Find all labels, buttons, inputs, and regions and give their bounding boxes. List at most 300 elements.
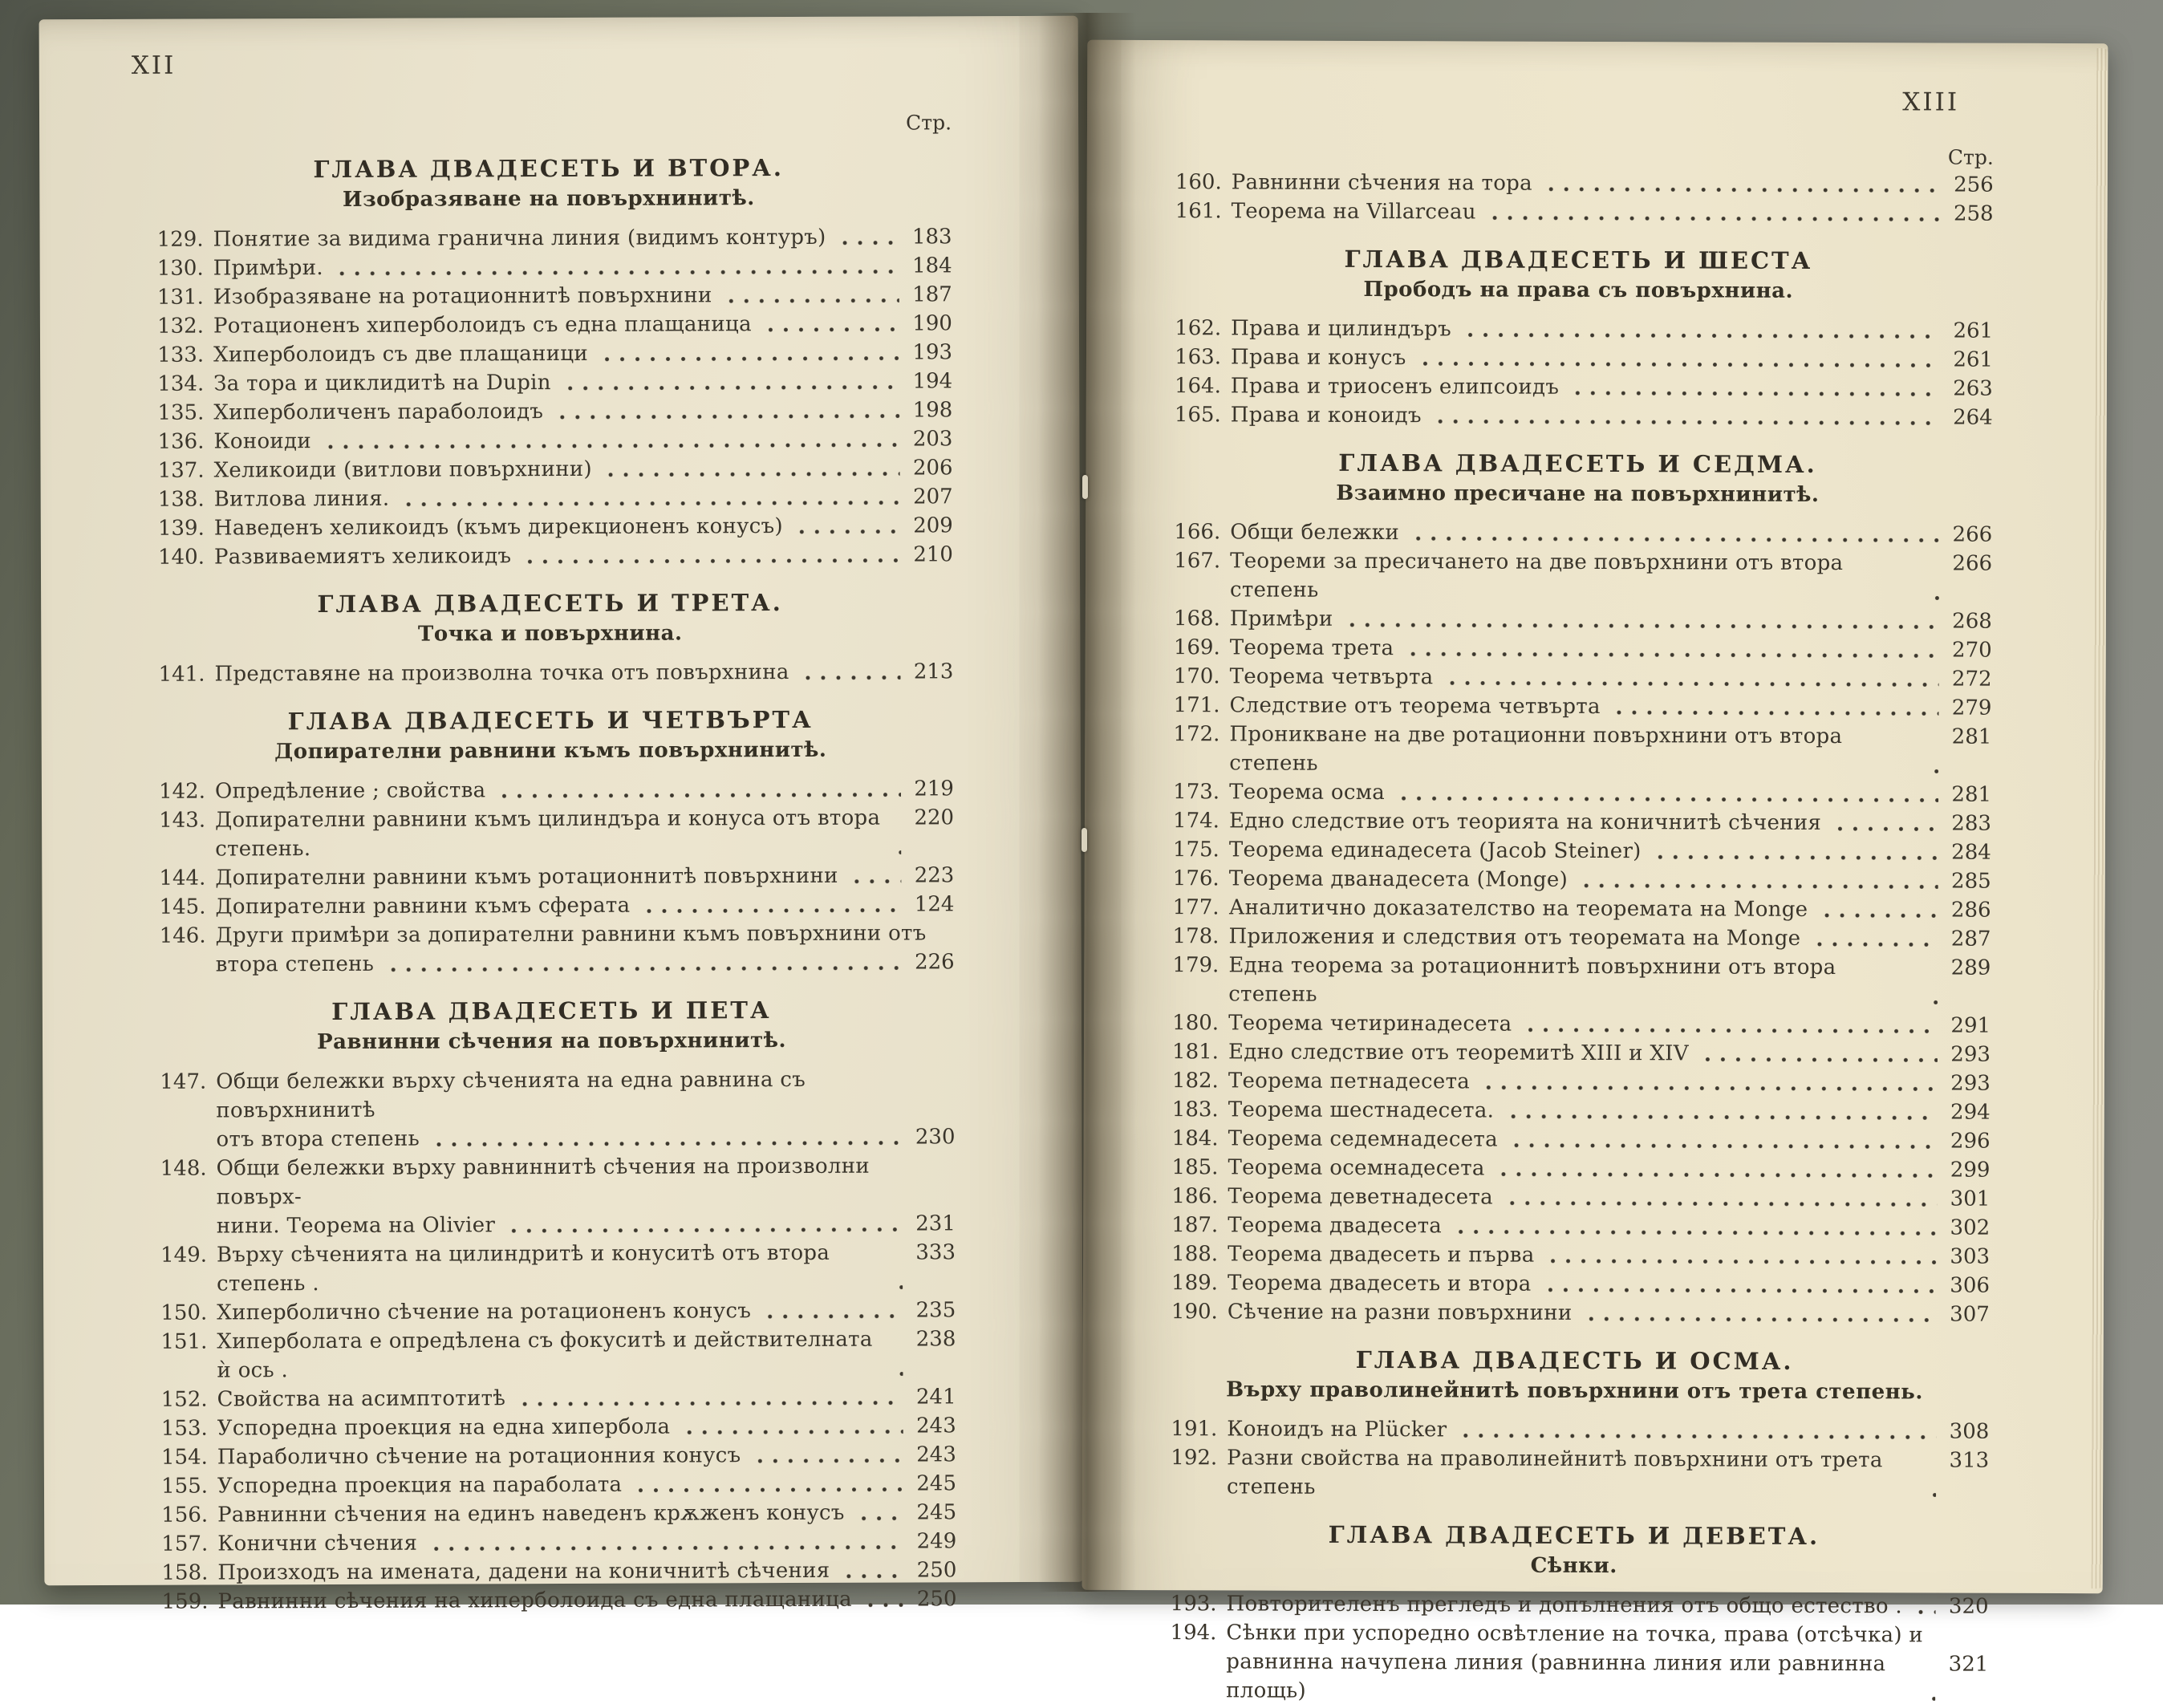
entry-line [213, 280, 952, 311]
entry-page-number: 293 [1950, 1071, 1991, 1096]
entry-number: 129. [156, 227, 204, 252]
entry-body [1229, 864, 1991, 895]
dot-leader [1403, 651, 1938, 659]
entry-body [213, 309, 952, 340]
entry-page-number: 263 [1953, 376, 1993, 401]
toc-entry [1163, 633, 1992, 665]
entry-title: Една теорема за ротационнитѣ повърхнини отъ втора степень [1228, 953, 1844, 1007]
toc-entry [1161, 1095, 1991, 1127]
entry-title: Приложения и следствия отъ теоремата на Monge [1228, 924, 1801, 951]
entry-number: 165. [1174, 403, 1221, 428]
entry-page-number: 291 [1950, 1013, 1991, 1038]
entry-line [217, 1238, 956, 1298]
entry-body [216, 1065, 955, 1154]
chapter-subheading: Прободъ на права съ повърхнина. [1363, 277, 1794, 303]
entry-title: Коноиди [213, 429, 312, 454]
entry-title: Допирателни равнини къмъ сферата [215, 893, 631, 919]
chapter-heading: ГЛАВА ДВАДЕСЕТЬ И ДЕВЕТА. [1328, 1520, 1820, 1550]
entry-body [213, 338, 952, 369]
entry-number: 132. [156, 314, 204, 339]
entry-number: 181. [1172, 1040, 1219, 1065]
entry-page-number: 270 [1952, 638, 1992, 663]
toc-entry [1159, 1414, 1989, 1446]
toc-entry [1163, 314, 1993, 346]
entry-number: 154. [160, 1445, 208, 1470]
entry-title: Едно следствие отъ теоремитѣ XIII и XIV [1228, 1040, 1689, 1066]
toc-entry [148, 803, 954, 864]
toc-entry [146, 280, 952, 312]
entry-line [213, 424, 952, 456]
entry-number: 141. [158, 662, 205, 687]
entry-page-number: 243 [916, 1414, 956, 1438]
entry-number: 131. [156, 285, 204, 310]
entry-list [1163, 314, 1993, 432]
entry-number: 160. [1175, 170, 1222, 195]
entry-number: 142. [159, 779, 206, 804]
entry-title: Теорема четиринадесета [1228, 1011, 1512, 1037]
entry-number: 167. [1174, 549, 1221, 574]
entry-page-number: 124 [914, 892, 955, 917]
entry-title: Теореми за пресичането на две повърхнини отъ втора степень [1229, 549, 1850, 602]
entry-number: 130. [156, 256, 204, 281]
entry-body [1229, 835, 1991, 866]
entry-body [1228, 1297, 1990, 1329]
dot-leader [1486, 215, 1941, 223]
entry-line [217, 1411, 956, 1442]
entry-number: 137. [157, 458, 205, 483]
dot-leader [722, 298, 899, 305]
dot-leader [793, 529, 900, 535]
entry-page-number: 220 [914, 805, 955, 830]
entry-number: 134. [157, 371, 205, 396]
entry-title: Представяне на произволна точка отъ повърхнина [214, 660, 789, 687]
entry-body [1228, 1124, 1991, 1155]
entry-title: Права и конусъ [1230, 345, 1406, 371]
entry-title: Други примѣри за допирателни равнини къмъ повърхнини отъ [215, 921, 927, 948]
entry-page-number: 272 [1951, 667, 1992, 692]
entry-title: втора степень [215, 951, 375, 977]
dot-leader [799, 675, 901, 681]
entry-title: Успоредна проекция на една хипербола [217, 1414, 671, 1441]
entry-line [217, 1325, 956, 1385]
dot-leader [1504, 1114, 1937, 1122]
entry-title: Права и триосенъ елипсоидъ [1230, 374, 1560, 400]
toc-entry [146, 309, 952, 341]
entry-number: 193. [1170, 1592, 1217, 1617]
chapter-subheading: Върху праволинейнитѣ повърхнини отъ трета степень. [1226, 1377, 1923, 1405]
entry-page-number: 261 [1953, 347, 1994, 372]
entry-title: Аналитично доказателство на теоремата на Monge [1228, 895, 1808, 922]
chapter-subheading: Допирателни равнини къмъ повърхнинитѣ. [274, 737, 827, 765]
entry-line [1226, 1647, 1988, 1707]
dot-leader [1542, 186, 1941, 194]
entry-line [217, 1440, 956, 1471]
dot-leader [602, 471, 900, 478]
entry-line [1228, 1268, 1990, 1300]
entry-page-number: 320 [1948, 1594, 1989, 1619]
entry-page-number: 223 [914, 863, 955, 888]
dot-leader [1394, 795, 1938, 803]
toc-entry [146, 424, 952, 456]
entry-page-number: 256 [1954, 172, 1994, 197]
dot-leader [1912, 1609, 1936, 1615]
toc-entry [1163, 662, 1992, 694]
dot-leader [598, 355, 899, 363]
entry-line [1232, 168, 1994, 199]
entry-list [1160, 517, 1993, 1329]
entry-body [1231, 400, 1993, 432]
entry-line [1227, 1414, 1989, 1446]
entry-title: Теорема единадесета (Jacob Steiner) [1228, 838, 1642, 864]
toc-entry [148, 919, 955, 980]
entry-body [1228, 1153, 1990, 1184]
entry-line [1229, 720, 1991, 780]
toc-entry [1162, 835, 1991, 867]
entry-title: Успоредна проекция на параболата [217, 1472, 623, 1499]
toc-entry [146, 396, 952, 428]
dot-leader [553, 413, 899, 421]
entry-page-number: 279 [1951, 696, 1992, 720]
left-page-content [39, 16, 1084, 1617]
entry-body [213, 424, 952, 456]
right-page-content [1082, 40, 2108, 1708]
entry-number: 172. [1173, 722, 1220, 747]
entry-page-number: 321 [1948, 1652, 1989, 1677]
toc-entry [1160, 1153, 1990, 1185]
entry-list [145, 222, 953, 572]
entry-line [1229, 864, 1991, 895]
entry-body [1228, 1268, 1990, 1300]
entry-page-number: 194 [912, 369, 953, 394]
dot-leader [495, 792, 901, 800]
entry-line [213, 396, 952, 427]
entry-line [1230, 604, 1992, 635]
toc-section [148, 705, 955, 980]
entry-number: 159. [161, 1589, 209, 1614]
dot-leader [761, 1313, 903, 1321]
entry-page-number: 281 [1951, 782, 1992, 807]
entry-list [1164, 168, 1994, 229]
entry-body [1230, 633, 1992, 664]
entry-page-number: 286 [1950, 898, 1991, 923]
dot-leader [505, 1227, 903, 1235]
entry-page-number: 301 [1950, 1187, 1991, 1211]
entry-body [214, 540, 953, 571]
entry-line [214, 657, 953, 688]
entry-number: 152. [160, 1387, 208, 1412]
dot-leader [1544, 1258, 1938, 1266]
toc-entry [1161, 1008, 1991, 1041]
entry-body [1230, 517, 1992, 549]
right-toc-sections [1159, 168, 1994, 1708]
entry-list [148, 774, 955, 980]
toc-section [145, 153, 953, 572]
toc-entry [150, 1411, 956, 1443]
entry-title: Сѣнки при успоредно освѣтление на точка, права (отсѣчка) и [1226, 1621, 1924, 1648]
toc-entry [1160, 1239, 1990, 1272]
toc-entry [1163, 604, 1992, 636]
dot-leader [427, 1544, 903, 1552]
entry-number: 144. [159, 866, 206, 891]
entry-number: 171. [1173, 693, 1220, 718]
entry-line [216, 1122, 955, 1154]
dot-leader [1698, 1056, 1938, 1063]
dot-leader [1568, 390, 1940, 398]
toc-entry [150, 1440, 956, 1472]
toc-entry [1160, 1268, 1990, 1300]
entry-number: 169. [1173, 635, 1220, 660]
chapter-heading: ГЛАВА ДВАДЕСЕТЬ И ПЕТА [331, 996, 772, 1026]
dot-leader [1928, 768, 1939, 774]
entry-title: нини. Теорема на Olivier [216, 1213, 496, 1239]
entry-title: равнинна начупена линия (равнинна линия или равнинна площь) [1226, 1649, 1893, 1703]
dot-leader [680, 1429, 903, 1436]
entry-line [1232, 197, 1994, 228]
toc-entry [146, 367, 952, 399]
entry-body [1228, 951, 1991, 1011]
entry-list [148, 1065, 956, 1617]
entry-title: Примѣри. [213, 256, 323, 281]
dot-leader [1456, 1432, 1936, 1440]
entry-number: 166. [1174, 520, 1221, 545]
entry-body [213, 367, 952, 398]
entry-body [1229, 806, 1991, 838]
entry-line [213, 338, 952, 369]
entry-number: 170. [1173, 664, 1220, 689]
entry-page-number: 266 [1952, 551, 1993, 576]
entry-line [1227, 1589, 1989, 1621]
entry-title: Витлова линия. [213, 486, 390, 512]
toc-entry [147, 482, 953, 514]
dot-leader [321, 442, 899, 451]
entry-line [213, 453, 952, 485]
dot-leader [1817, 912, 1938, 919]
toc-entry [150, 1382, 956, 1414]
dot-leader [862, 1602, 904, 1609]
entry-number: 180. [1172, 1011, 1219, 1036]
entry-body [217, 1151, 956, 1240]
entry-body [217, 1325, 956, 1385]
dot-leader [1541, 1287, 1937, 1295]
entry-body [1227, 1443, 1989, 1503]
left-page-col-label: Стр. [906, 111, 952, 135]
entry-title: Допирателни равнини къмъ цилиндъра и конуса отъ втора степень. [215, 805, 887, 862]
entry-line [1228, 1239, 1990, 1271]
dot-leader [429, 1140, 902, 1148]
entry-body [1231, 314, 1993, 345]
toc-entry [149, 1238, 956, 1299]
entry-title: Теорема петнадесета [1228, 1069, 1471, 1094]
entry-title: Права и цилиндъръ [1231, 316, 1452, 342]
dot-leader [750, 1458, 903, 1465]
entry-line [213, 367, 952, 398]
entry-title: Сѣчение на разни повърхнини [1227, 1300, 1573, 1325]
entry-page-number: 231 [915, 1211, 956, 1236]
entry-body [217, 1238, 956, 1298]
entry-page-number: 206 [912, 456, 953, 481]
entry-title: Свойства на асимптотитѣ [217, 1386, 506, 1412]
entry-number: 149. [160, 1243, 208, 1268]
entry-title: Примѣри [1229, 607, 1333, 631]
entry-page-number: 203 [912, 427, 953, 452]
dot-leader [1443, 680, 1938, 688]
entry-line [214, 482, 953, 513]
entry-line [1229, 777, 1991, 809]
entry-number: 191. [1171, 1417, 1218, 1442]
entry-body [214, 482, 953, 513]
toc-section [148, 996, 957, 1617]
entry-page-number: 284 [1951, 840, 1991, 865]
entry-title: Равнинни сѣчения на тора [1231, 170, 1532, 196]
entry-title: Теорема осма [1229, 780, 1386, 805]
entry-line [217, 1209, 956, 1240]
entry-page-number: 238 [915, 1327, 956, 1352]
toc-entry [147, 540, 953, 572]
chapter-subheading: Точка и повърхнина. [417, 621, 683, 647]
entry-line [1229, 691, 1991, 722]
entry-body [1230, 546, 1992, 607]
entry-line [215, 890, 954, 921]
entry-page-number: 293 [1950, 1042, 1991, 1067]
entry-body [217, 1584, 956, 1616]
entry-body [1229, 720, 1991, 780]
entry-page-number: 209 [913, 513, 953, 538]
entry-number: 186. [1171, 1184, 1219, 1209]
entry-list [1159, 1414, 1989, 1504]
entry-line [217, 1498, 956, 1529]
entry-title: Едно следствие отъ теорията на коничнитѣ сѣчения [1228, 809, 1822, 835]
entry-number: 177. [1172, 895, 1219, 920]
entry-line [215, 774, 954, 805]
entry-title: Теорема осемнадесета [1228, 1155, 1485, 1181]
entry-line [215, 803, 954, 863]
toc-entry [1161, 951, 1991, 1012]
chapter-subheading: Сѣнки. [1530, 1553, 1617, 1579]
entry-body [215, 861, 954, 892]
entry-title: Повторителенъ прегледъ и допълнения отъ общо естество . [1226, 1592, 1903, 1619]
entry-body [1229, 893, 1991, 924]
entry-line [215, 861, 954, 892]
entry-page-number: 299 [1950, 1158, 1991, 1183]
entry-number: 143. [159, 808, 206, 833]
dot-leader [1416, 360, 1940, 368]
toc-entry [145, 222, 952, 254]
entry-title: Проникване на две ротационни повърхнини отъ втора степень [1229, 722, 1849, 776]
entry-line [217, 1382, 956, 1414]
entry-number: 176. [1172, 866, 1219, 891]
entry-body [217, 1498, 956, 1529]
entry-page-number: 210 [913, 542, 953, 567]
entry-title: Хиперболата е опредѣлена съ фокуситѣ и действителната ѝ ось . [217, 1327, 880, 1383]
entry-line [1230, 662, 1992, 693]
entry-line [217, 1151, 956, 1211]
entry-line [1228, 1124, 1991, 1155]
entry-number: 151. [160, 1329, 208, 1354]
entry-page-number: 306 [1950, 1273, 1991, 1298]
dot-leader [1409, 535, 1939, 543]
toc-entry [1161, 922, 1991, 954]
toc-section [1164, 168, 1994, 229]
left-toc-sections [145, 153, 956, 1616]
entry-line [217, 1584, 956, 1616]
entry-line [214, 511, 953, 542]
entry-line [1230, 546, 1992, 607]
entry-title: Върху сѣченията на цилиндритѣ и конуситѣ отъ втора степень . [216, 1240, 837, 1296]
entry-line [1229, 806, 1991, 838]
entry-body [217, 1440, 956, 1471]
entry-line [1228, 951, 1991, 1011]
dot-leader [1651, 854, 1938, 861]
entry-line [1227, 1443, 1989, 1503]
entry-page-number: 268 [1952, 609, 1992, 634]
entry-page-number: 258 [1953, 201, 1994, 226]
entry-number: 174. [1173, 809, 1220, 834]
entry-page-number: 245 [916, 1500, 957, 1525]
toc-entry [149, 1325, 956, 1385]
toc-entry [1160, 1182, 1990, 1214]
dot-leader [840, 1573, 904, 1580]
entry-line [217, 1556, 956, 1587]
chapter-subheading: Равнинни сѣчения на повърхнинитѣ. [316, 1028, 787, 1055]
left-page-folio: XII [131, 51, 177, 80]
entry-body [1231, 371, 1993, 403]
entry-title: Теорема деветнадесета [1228, 1184, 1493, 1210]
entry-body [1226, 1618, 1988, 1707]
right-page-col-label: Стр. [1947, 145, 1994, 169]
entry-title: Хеликоиди (витлови повърхнини) [213, 456, 593, 483]
entry-number: 179. [1172, 953, 1219, 978]
entry-line [1230, 517, 1992, 549]
entry-body [1231, 343, 1993, 374]
entry-body [1232, 197, 1994, 228]
entry-page-number: 307 [1950, 1302, 1990, 1327]
entry-body [1230, 604, 1992, 635]
chapter-heading: ГЛАВА ДВАДЕСЕТЬ И ЧЕТВЪРТА [287, 705, 814, 736]
toc-section [1163, 245, 1994, 432]
entry-title: Коноидъ на Plücker [1227, 1417, 1447, 1442]
entry-title: Хиперболиченъ параболоидъ [213, 400, 544, 425]
entry-line [213, 309, 952, 340]
dot-leader [1925, 1695, 1935, 1702]
entry-number: 133. [157, 343, 205, 367]
chapter-subheading: Взаимно пресичане на повърхнинитѣ. [1336, 481, 1820, 507]
toc-entry [150, 1584, 956, 1617]
entry-page-number: 266 [1952, 522, 1993, 547]
entry-body [213, 251, 952, 282]
entry-title: Равнинни сѣчения на единъ наведенъ крѫженъ конусъ [217, 1500, 845, 1527]
entry-line [217, 1296, 956, 1327]
entry-title: Произходъ на имената, дадени на коничнитѣ сѣчения [217, 1558, 830, 1585]
entry-number: 194. [1170, 1621, 1217, 1645]
entry-page-number: 287 [1950, 927, 1991, 951]
dot-leader [1342, 622, 1938, 631]
entry-number: 145. [159, 895, 206, 919]
entry-line [1231, 343, 1993, 374]
dot-leader [1451, 1228, 1937, 1236]
entry-body [215, 890, 954, 921]
dot-leader [383, 965, 901, 973]
entry-body [214, 657, 953, 688]
entry-title: Теорема шестнадесета. [1228, 1097, 1495, 1123]
entry-number: 138. [157, 487, 205, 512]
dot-leader [631, 1487, 903, 1494]
entry-body [215, 774, 954, 805]
chapter-heading: ГЛАВА ДВАДЕСЕТЬ И СЕДМА. [1338, 448, 1817, 478]
entry-number: 188. [1171, 1242, 1219, 1267]
entry-page-number: 249 [916, 1529, 957, 1554]
dot-leader [1521, 1027, 1938, 1035]
entry-number: 185. [1171, 1155, 1219, 1180]
